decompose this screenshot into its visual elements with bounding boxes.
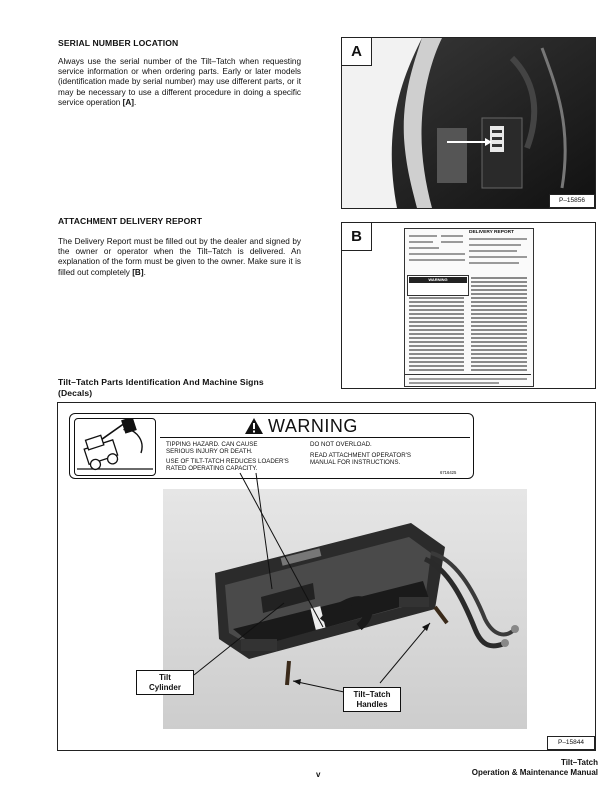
delivery-heading: ATTACHMENT DELIVERY REPORT	[58, 216, 203, 226]
figure-b	[341, 222, 596, 389]
decal-right-line3: MANUAL FOR INSTRUCTIONS.	[310, 459, 401, 466]
handles-callout	[343, 687, 401, 712]
manual-title-line1: Tilt–Tatch	[560, 758, 598, 767]
parts-heading-line2: (Decals)	[58, 387, 93, 398]
decal-right-line1: DO NOT OVERLOAD.	[310, 441, 372, 448]
delivery-paragraph	[58, 237, 301, 278]
handles-line2: Handles	[356, 699, 388, 709]
manual-title	[472, 758, 598, 778]
tilt-cylinder-line2: Cylinder	[148, 682, 181, 692]
form-right-text	[471, 277, 527, 372]
decal-left-line4: RATED OPERATING CAPACITY.	[166, 465, 258, 472]
tilt-cylinder-line1: Tilt	[159, 673, 171, 682]
delivery-text: The Delivery Report must be filled out by the dealer and signed by the owner or operator when the Tilt–Tatch is delivered. An explanation of the form must be given to the owner. Make sure it is filled out completely	[58, 237, 301, 277]
page-number: v	[316, 770, 321, 779]
serial-end: .	[134, 97, 137, 107]
serial-plate-photo	[342, 38, 595, 208]
figure-parts	[57, 402, 596, 751]
serial-paragraph	[58, 57, 301, 108]
manual-title-line2: Operation & Maintenance Manual	[471, 768, 598, 777]
handles-line1: Tilt–Tatch	[353, 690, 391, 699]
serial-heading: SERIAL NUMBER LOCATION	[58, 38, 179, 48]
decal-right-line2: READ ATTACHMENT OPERATOR'S	[310, 452, 411, 459]
decal-left-line1: TIPPING HAZARD. CAN CAUSE	[166, 441, 258, 448]
delivery-report-form	[404, 228, 534, 387]
figure-a-code: P–15856	[549, 194, 595, 208]
delivery-ref: [B]	[132, 267, 144, 277]
decal-left-line2: SERIOUS INJURY OR DEATH.	[166, 448, 253, 455]
delivery-end: .	[143, 267, 146, 277]
serial-text: Always use the serial number of the Tilt–Tatch when requesting service information or when ordering parts. Early or later models (identification made by serial number) may use different parts, or it may be necessary to use a different procedure in doing a specific service operation	[58, 57, 301, 107]
form-title: DELIVERY REPORT	[469, 230, 515, 235]
tilt-cylinder-callout	[136, 670, 194, 695]
form-warning: WARNING	[409, 277, 467, 283]
figure-b-letter: B	[342, 223, 372, 251]
figure-a	[341, 37, 596, 209]
parts-heading	[58, 377, 264, 398]
form-warning-box	[407, 275, 469, 296]
parts-heading-line1: Tilt–Tatch Parts Identification And Machine Signs	[58, 377, 264, 387]
serial-ref: [A]	[122, 97, 134, 107]
decal-part-number: 6716425	[440, 470, 457, 475]
decal-title: WARNING	[268, 416, 358, 436]
figure-main-code: P–15844	[547, 736, 595, 750]
decal-left-line3: USE OF TILT-TATCH REDUCES LOADER'S	[166, 458, 289, 465]
form-left-text	[409, 297, 464, 372]
figure-a-letter: A	[342, 38, 372, 66]
leader-lines	[58, 403, 595, 750]
